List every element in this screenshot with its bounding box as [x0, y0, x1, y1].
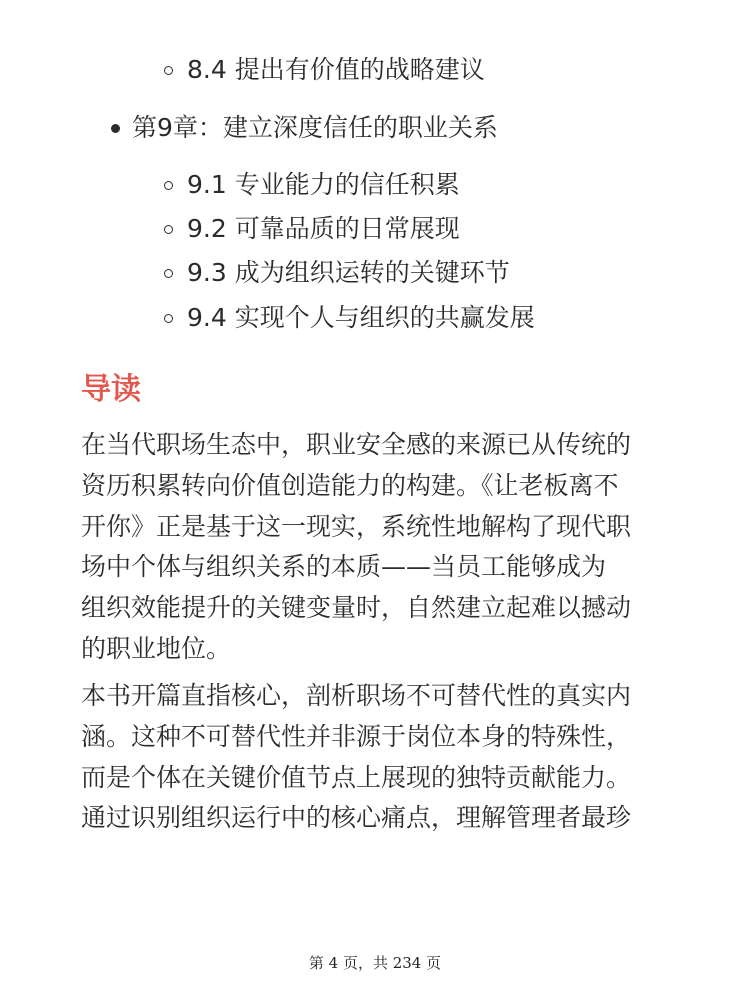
circle-bullet-icon: [164, 181, 173, 190]
toc-item-9-3: [164, 256, 510, 290]
paragraph-line: 的职业地位。: [81, 633, 232, 663]
toc-item-label: 9.3 成为组织运转的关键环节: [187, 258, 510, 287]
paragraph-line: 通过识别组织运行中的核心痛点，理解管理者最珍: [81, 803, 632, 833]
circle-bullet-icon: [164, 225, 173, 234]
section-heading: 导读: [81, 372, 141, 407]
paragraph-line: 开你》正是基于这一现实，系统性地解构了现代职: [81, 511, 632, 541]
toc-item-label: 9.1 专业能力的信任积累: [187, 170, 460, 199]
paragraph-line: 组织效能提升的关键变量时，自然建立起难以撼动: [81, 593, 632, 623]
paragraph-line: 而是个体在关键价值节点上展现的独特贡献能力。: [81, 762, 632, 792]
paragraph-line: 在当代职场生态中，职业安全感的来源已从传统的: [81, 430, 632, 459]
paragraph-line: 涵。这种不可替代性并非源于岗位本身的特殊性，: [81, 721, 632, 751]
circle-bullet-icon: [164, 269, 173, 278]
toc-item-9-4: [164, 301, 535, 335]
toc-chapter-9: [111, 111, 498, 145]
toc-item-9-1: [164, 168, 460, 202]
paragraph-2: [81, 676, 681, 839]
toc-item-9-2: [164, 212, 460, 246]
circle-bullet-icon: [164, 314, 173, 323]
paragraph-1: [81, 425, 681, 670]
toc-chapter-label: 第9章：建立深度信任的职业关系: [132, 113, 498, 142]
toc-item-label: 8.4 提出有价值的战略建议: [187, 55, 485, 84]
circle-bullet-icon: [164, 66, 173, 75]
paragraph-line: 资历积累转向价值创造能力的构建。《让老板离不: [81, 470, 619, 500]
disc-bullet-icon: [111, 124, 120, 133]
toc-item-8-4: [164, 53, 485, 87]
paragraph-line: 本书开篇直指核心，剖析职场不可替代性的真实内: [81, 681, 632, 710]
toc-item-label: 9.2 可靠品质的日常展现: [187, 214, 460, 243]
toc-item-label: 9.4 实现个人与组织的共赢发展: [187, 303, 535, 332]
page-number-footer: 第 4 页，共 234 页: [308, 954, 442, 972]
paragraph-line: 场中个体与组织关系的本质——当员工能够成为: [81, 552, 607, 582]
